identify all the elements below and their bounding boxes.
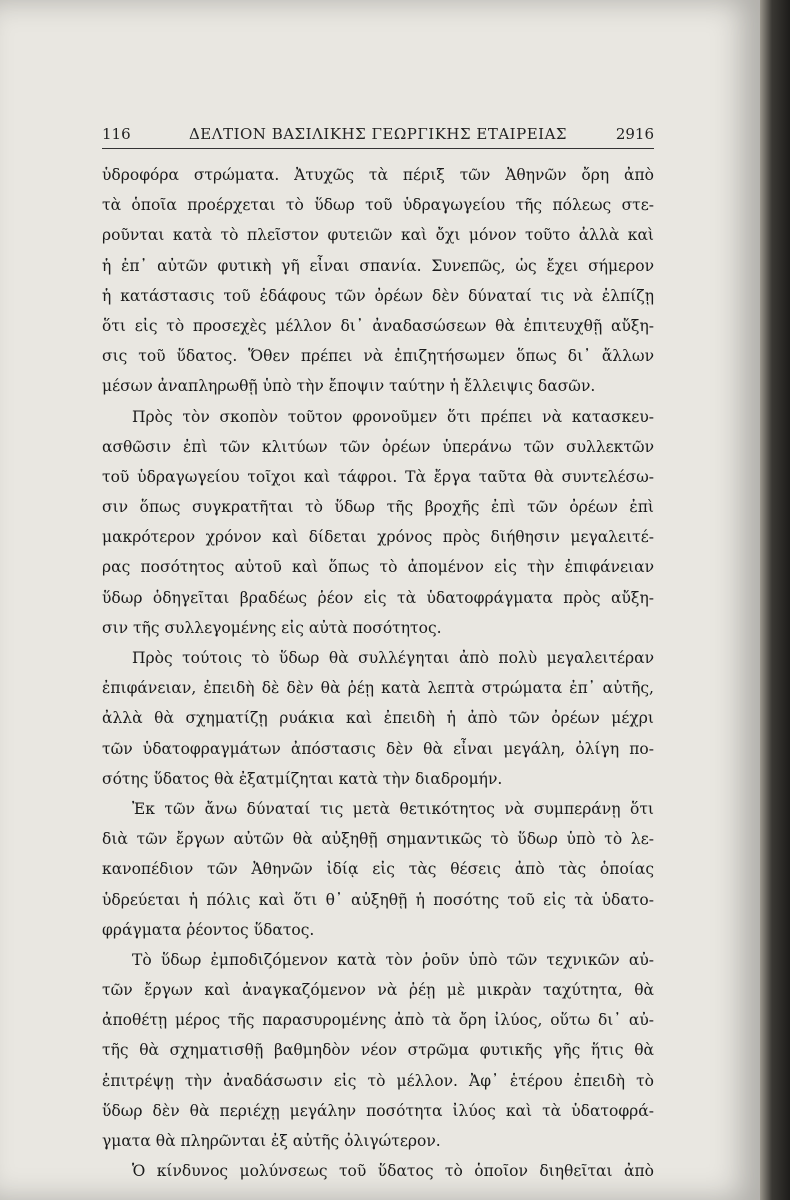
text-line: σις τοῦ ὕδατος. Ὅθεν πρέπει νὰ ἐπιζητήσωμεν ὅπως δι᾽ ἄλλων: [102, 347, 654, 366]
text-line: σότης ὕδατος θὰ ἐξατμίζηται κατὰ τὴν διαδρομήν.: [102, 769, 503, 788]
issue-number: 2916: [615, 125, 654, 143]
text-line: διὰ τῶν ἔργων αὐτῶν θὰ αὐξηθῇ σημαντικῶς τὸ ὕδωρ ὑπὸ τὸ λε-: [102, 830, 654, 849]
text-line: ἀλλὰ θὰ σχηματίζῃ ρυάκια καὶ ἐπειδὴ ἡ ἀπὸ τῶν ὀρέων μέχρι: [102, 709, 654, 728]
text-line: ἡ κατάστασις τοῦ ἐδάφους τῶν ὀρέων δὲν δύναταί τις νὰ ἐλπίζῃ: [102, 286, 654, 305]
page-number: 116: [102, 125, 131, 143]
header-rule: [102, 148, 654, 149]
text-line: ἀποθέτῃ μέρος τῆς παρασυρομένης ἀπὸ τὰ ὄρη ἰλύος, οὕτω δι᾽ αὐ-: [102, 1011, 654, 1030]
text-line: σιν ὅπως συγκρατῆται τὸ ὕδωρ τῆς βροχῆς ἐπὶ τῶν ὀρέων ἐπὶ: [102, 498, 654, 517]
text-line: ὅτι εἰς τὸ προσεχὲς μέλλον δι᾽ ἀναδασώσεων θὰ ἐπιτευχθῇ αὔξη-: [102, 316, 654, 335]
text-line: φράγματα ῥέοντος ὕδατος.: [102, 920, 315, 939]
text-line: τῶν ἔργων καὶ ἀναγκαζόμενον νὰ ῥέῃ μὲ μικρὰν ταχύτητα, θὰ: [102, 981, 654, 1000]
text-line: τῆς θὰ σχηματισθῇ βαθμηδὸν νέον στρῶμα φυτικῆς γῆς ἥτις θὰ: [102, 1041, 654, 1060]
book-spine-shadow: [760, 0, 790, 1200]
text-line: Ὁ κίνδυνος μολύνσεως τοῦ ὕδατος τὸ ὁποῖον διηθεῖται ἀπὸ: [132, 1162, 654, 1181]
text-line: ασθῶσιν ἐπὶ τῶν κλιτύων τῶν ὀρέων ὑπεράνω τῶν συλλεκτῶν: [102, 437, 654, 456]
text-line: μακρότερον χρόνον καὶ δίδεται χρόνος πρὸς διήθησιν μεγαλειτέ-: [102, 528, 654, 547]
text-line: σιν τῆς συλλεγομένης εἰς αὐτὰ ποσότητος.: [102, 618, 442, 637]
text-line: Πρὸς τούτοις τὸ ὕδωρ θὰ συλλέγηται ἀπὸ πολὺ μεγαλειτέραν: [132, 649, 654, 667]
text-line: ἐπιτρέψῃ τὴν ἀναδάσωσιν εἰς τὸ μέλλον. Ἀφ᾽ ἑτέρου ἐπειδὴ τὸ: [102, 1071, 654, 1090]
text-line: γματα θὰ πληρῶνται ἐξ αὐτῆς ὀλιγώτερον.: [102, 1132, 441, 1150]
text-line: μέσων ἀναπληρωθῇ ὑπὸ τὴν ἔποψιν ταύτην ἡ ἔλλειψις δασῶν.: [102, 377, 596, 396]
text-line: ὑδροφόρα στρώματα. Ἀτυχῶς τὰ πέριξ τῶν Ἀθηνῶν ὄρη ἀπὸ: [102, 166, 654, 184]
text-line: ἐπιφάνειαν, ἐπειδὴ δὲ δὲν θὰ ῥέῃ κατὰ λεπτὰ στρώματα ἐπ᾽ αὐτῆς,: [102, 679, 654, 698]
text-line: τὰ ὁποῖα προέρχεται τὸ ὕδωρ τοῦ ὑδραγωγείου τῆς πόλεως στε-: [102, 196, 654, 215]
journal-title: ΔΕΛΤΙΟΝ ΒΑΣΙΛΙΚΗΣ ΓΕΩΡΓΙΚΗΣ ΕΤΑΙΡΕΙΑΣ: [188, 125, 568, 143]
text-line: Ἐκ τῶν ἄνω δύναταί τις μετὰ θετικότητος νὰ συμπεράνῃ ὅτι: [132, 799, 654, 818]
text-line: ὕδωρ δὲν θὰ περιέχῃ μεγάλην ποσότητα ἰλύος καὶ τὰ ὑδατοφρά-: [102, 1101, 654, 1120]
text-line: Τὸ ὕδωρ ἐμποδιζόμενον κατὰ τὸν ῥοῦν ὑπὸ τῶν τεχνικῶν αὐ-: [132, 950, 654, 969]
text-line: τῶν ὑδατοφραγμάτων ἀπόστασις δὲν θὰ εἶναι μεγάλη, ὀλίγη πο-: [102, 739, 654, 758]
text-line: ὑδρεύεται ἡ πόλις καὶ ὅτι θ᾽ αὐξηθῇ ἡ ποσότης τοῦ εἰς τὰ ὑδατο-: [102, 890, 654, 909]
text-line: Πρὸς τὸν σκοπὸν τοῦτον φρονοῦμεν ὅτι πρέπει νὰ κατασκευ-: [132, 407, 654, 426]
body-text: [102, 160, 654, 1186]
text-line: κανοπέδιον τῶν Ἀθηνῶν ἰδίᾳ εἰς τὰς θέσεις ἀπὸ τὰς ὁποίας: [102, 860, 654, 879]
text-line: τοῦ ὑδραγωγείου τοῖχοι καὶ τάφροι. Τὰ ἔργα ταῦτα θὰ συντελέσω-: [102, 467, 654, 486]
text-line: ρας ποσότητος αὐτοῦ καὶ ὅπως τὸ ἀπομένον εἰς τὴν ἐπιφάνειαν: [102, 558, 654, 577]
text-line: ὕδωρ ὁδηγεῖται βραδέως ῥέον εἰς τὰ ὑδατοφράγματα πρὸς αὔξη-: [102, 588, 654, 607]
text-line: ροῦνται κατὰ τὸ πλεῖστον φυτειῶν καὶ ὄχι μόνον τοῦτο ἀλλὰ καὶ: [102, 226, 654, 245]
text-line: ἡ ἐπ᾽ αὐτῶν φυτικὴ γῆ εἶναι σπανία. Συνεπῶς, ὡς ἔχει σήμερον: [102, 256, 654, 275]
